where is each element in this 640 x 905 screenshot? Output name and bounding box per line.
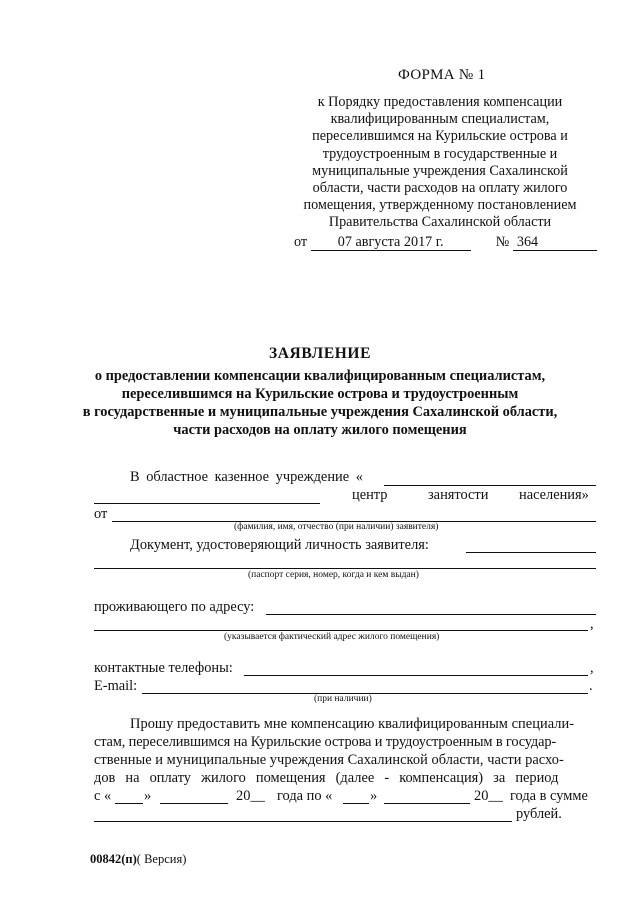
email-dot: . [589,678,593,694]
header-line: переселившимся на Курильские острова и [312,128,568,145]
form-code [90,852,186,867]
institution-label: В областное казенное учреждение « [130,469,363,485]
sum-field[interactable] [94,821,512,822]
subtitle-line: переселившимся на Курильские острова и трудоустроенным [121,386,519,402]
header-reference [290,94,590,232]
phones-label: контактные телефоны: [94,660,233,676]
form-number: ФОРМА № 1 [398,67,486,83]
header-line: Правительства Сахалинской области [328,214,552,231]
period-end-year: 20__ [474,788,503,804]
decree-date: 07 августа 2017 г. [311,235,471,251]
institution-word: занятости [428,487,489,503]
period-end-day-field[interactable] [343,803,369,804]
institution-word: населения» [519,487,589,503]
address-label: проживающего по адресу: [94,599,255,615]
rubles-label: рублей. [516,806,562,822]
header-date-row [294,234,597,251]
institution-word: центр [352,487,388,503]
request-line: ственные и муниципальные учреждения Сахалинской области, части расхо- [94,752,564,768]
address-hint: (указывается фактический адрес жилого помещения) [224,632,440,642]
header-line: муниципальные учреждения Сахалинской [312,162,568,179]
period-from-label: с « [94,788,112,804]
id-document-label: Документ, удостоверяющий личность заявителя: [130,537,429,553]
request-line: стам, переселившимся на Курильские острова и трудоустроенным в государ- [94,734,557,750]
quote-close: » [144,788,152,804]
header-line: области, части расходов на оплату жилого [312,180,568,197]
id-document-field[interactable] [466,552,596,553]
from-label: от [94,506,108,522]
period-to-label: года по « [277,788,333,804]
header-line: к Порядку предоставления компенсации [317,94,563,110]
header-line: квалифицированным специалистам, [330,111,550,128]
document-title: ЗАЯВЛЕНИЕ [268,345,372,362]
period-start-month-field[interactable] [160,803,228,804]
date-prefix: от [294,234,308,250]
institution-field[interactable] [384,485,596,486]
subtitle-line: о предоставлении компенсации квалифицированным специалистам, [94,368,546,384]
id-document-field-cont[interactable] [94,568,596,569]
period-start-year: 20__ [236,788,265,804]
applicant-name-hint: (фамилия, имя, отчество (при наличии) заявителя) [234,522,439,532]
subtitle-line: в государственные и муниципальные учреждения Сахалинской области, [82,404,558,420]
form-code-number: 00842(п) [90,852,137,866]
subtitle-line: части расходов на оплату жилого помещения [173,422,467,438]
period-start-day-field[interactable] [115,803,143,804]
request-line: Прошу предоставить мне компенсацию квалифицированным специали- [130,716,575,732]
email-label: E-mail: [94,678,138,694]
document-subtitle [0,367,640,439]
address-field-cont[interactable] [94,630,588,631]
phones-field[interactable] [244,675,588,676]
form-version: ( Версия) [136,852,187,866]
sum-label: года в сумме [510,788,588,804]
period-end-month-field[interactable] [384,803,470,804]
passport-hint: (паспорт серия, номер, когда и кем выдан) [248,570,419,580]
address-comma: , [590,616,594,632]
number-prefix: № [495,234,510,250]
address-field[interactable] [266,614,596,615]
email-hint: (при наличии) [314,694,372,704]
quote-close: » [370,788,378,804]
request-line: дов на оплату жилого помещения (далее - компенсация) за период [94,770,559,786]
header-line: трудоустроенным в государственные и [322,145,558,162]
decree-number: 364 [513,235,597,251]
institution-field-cont[interactable] [94,503,320,504]
header-line: помещения, утвержденному постановлением [303,197,577,214]
phones-comma: , [590,660,594,676]
